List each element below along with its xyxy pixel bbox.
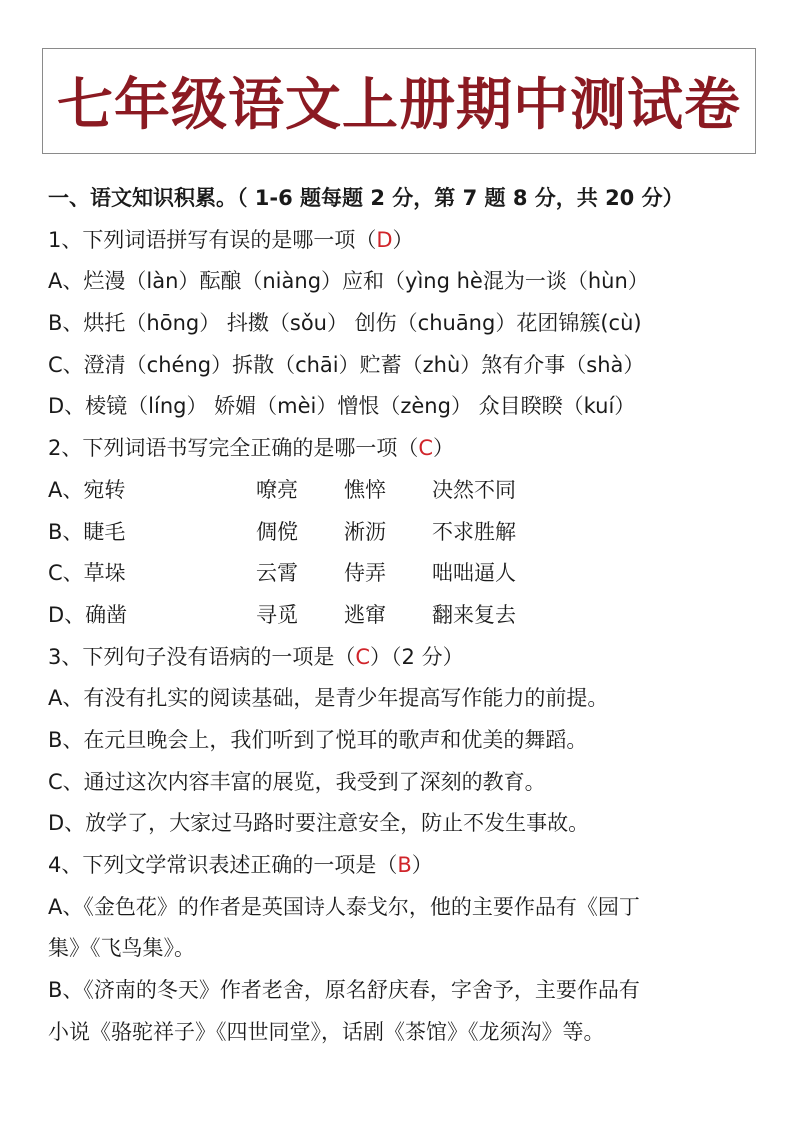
q2-option-a [48,470,778,512]
q3-option-c: C、通过这次内容丰富的展览，我受到了深刻的教育。 [48,769,546,794]
page-title: 七年级语文上册期中测试卷 [57,72,741,138]
answer-mark: C [355,644,371,669]
question-4-stem [48,845,778,887]
word: B、睫毛 [48,519,126,544]
question-text: 1、下列词语拼写有误的是哪一项（ [48,227,377,252]
section-heading: 一、语文知识积累。（ 1-6 题每题 2 分，第 7 题 8 分，共 20 分） [48,186,684,210]
q3-option-b: B、在元旦晚会上，我们听到了悦耳的歌声和优美的舞蹈。 [48,727,588,752]
word: 逃窜 [344,602,386,627]
question-text: 4、下列文学常识表述正确的一项是（ [48,853,398,877]
word: 憔悴 [344,477,386,502]
question-1-stem [48,220,778,262]
q4-option-b-line1: B、《济南的冬天》作者老舍，原名舒庆春，字舍予，主要作品有 [48,978,640,1003]
word: C、草垛 [48,561,126,586]
q2-option-d [48,595,778,637]
word: 寻觅 [256,602,298,627]
q4-option-a-line2: 集》《飞鸟集》。 [48,936,195,961]
question-text-end: ）（2 分） [370,644,464,669]
word: A、宛转 [48,477,126,502]
word: 云霄 [256,561,298,586]
word: 翻来复去 [432,602,516,627]
question-text-end: ） [411,853,433,877]
answer-mark: D [376,227,393,252]
word: 淅沥 [344,519,386,544]
word: 侍弄 [344,561,386,586]
word: D、确凿 [48,602,128,627]
answer-mark: B [397,853,412,877]
q3-option-a: A、有没有扎实的阅读基础，是青少年提高写作能力的前提。 [48,686,609,711]
exam-content [48,178,778,1053]
q2-option-c [48,553,778,595]
word: 决然不同 [432,477,516,502]
word: 不求胜解 [432,519,516,544]
question-text-end: ） [433,436,455,461]
question-2-stem [48,428,778,470]
q1-option-d: D、棱镜（líng） 娇媚（mèi）憎恨（zèng） 众目睽睽（kuí） [48,394,636,419]
q4-option-b-line2: 小说《骆驼祥子》《四世同堂》，话剧《茶馆》《龙须沟》等。 [48,1019,605,1044]
question-text: 3、下列句子没有语病的一项是（ [48,644,356,669]
q1-option-b: B、烘托（hōng） 抖擞（sǒu） 创伤（chuāng）花团锦簇(cù) [48,311,642,336]
answer-mark: C [418,436,434,461]
q4-option-a-line1: A、《金色花》的作者是英国诗人泰戈尔，他的主要作品有《园丁 [48,894,640,919]
title-box [42,48,756,154]
question-3-stem [48,637,778,679]
word: 嘹亮 [256,477,298,502]
question-text-end: ） [392,227,414,252]
question-text: 2、下列词语书写完全正确的是哪一项（ [48,436,419,461]
q1-option-a: A、烂漫（làn）酝酿（niàng）应和（yìng hè混为一谈（hùn） [48,269,649,294]
word: 咄咄逼人 [432,561,516,586]
word: 倜傥 [256,519,298,544]
q3-option-d: D、放学了，大家过马路时要注意安全，防止不发生事故。 [48,811,590,836]
q1-option-c: C、澄清（chéng）拆散（chāi）贮蓄（zhù）煞有介事（shà） [48,352,645,377]
q2-option-b [48,512,778,554]
